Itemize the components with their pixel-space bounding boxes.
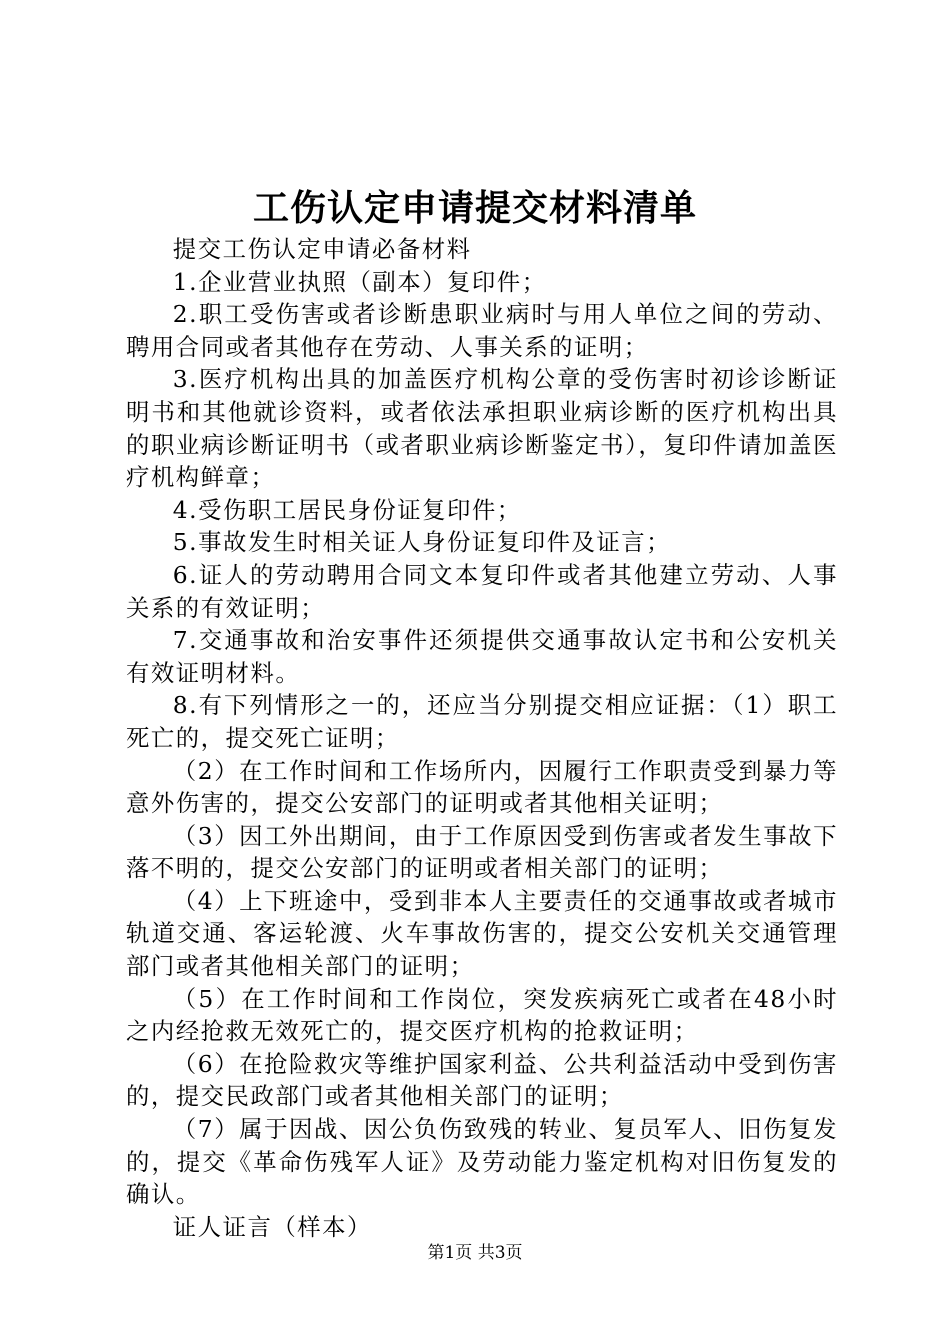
list-item: 2.职工受伤害或者诊断患职业病时与用人单位之间的劳动、聘用合同或者其他存在劳动、人事关系的证明； <box>126 300 838 361</box>
document-body <box>126 233 838 1243</box>
document-title: 工伤认定申请提交材料清单 <box>252 187 697 229</box>
sub-list-item: （3）因工外出期间，由于工作原因受到伤害或者发生事故下落不明的，提交公安部门的证明或者相关部门的证明； <box>126 821 838 883</box>
sub-list-item: （7）属于因战、因公负伤致残的转业、复员军人、旧伤复发的，提交《革命伤残军人证》及劳动能力鉴定机构对旧伤复发的确认。 <box>126 1115 838 1209</box>
section-heading-witness-testimony: 证人证言（样本） <box>172 1212 372 1241</box>
list-item: 3.医疗机构出具的加盖医疗机构公章的受伤害时初诊诊断证明书和其他就诊资料，或者依法承担职业病诊断的医疗机构出具的职业病诊断证明书（或者职业病诊断鉴定书），复印件请加盖医疗机构鲜章； <box>126 365 838 492</box>
page-number-footer: 第1页 共3页 <box>427 1243 523 1263</box>
list-item: 8.有下列情形之一的，还应当分别提交相应证据：（1）职工死亡的，提交死亡证明； <box>126 691 838 752</box>
list-item: 1.企业营业执照（副本）复印件； <box>172 267 547 296</box>
list-item: 7.交通事故和治安事件还须提供交通事故认定书和公安机关有效证明材料。 <box>126 626 838 687</box>
list-item: 6.证人的劳动聘用合同文本复印件或者其他建立劳动、人事关系的有效证明； <box>126 560 838 622</box>
sub-list-item: （2）在工作时间和工作场所内，因履行工作职责受到暴力等意外伤害的，提交公安部门的证明或者其他相关证明； <box>126 756 838 818</box>
sub-list-item: （4）上下班途中，受到非本人主要责任的交通事故或者城市轨道交通、客运轮渡、火车事故伤害的，提交公安机关交通管理部门或者其他相关部门的证明； <box>126 886 838 981</box>
sub-list-item: （5）在工作时间和工作岗位，突发疾病死亡或者在48小时之内经抢救无效死亡的，提交医疗机构的抢救证明； <box>126 984 838 1046</box>
section-heading-required-materials: 提交工伤认定申请必备材料 <box>172 235 472 263</box>
list-item: 4.受伤职工居民身份证复印件； <box>172 495 522 524</box>
list-item: 5.事故发生时相关证人身份证复印件及证言； <box>172 528 672 557</box>
sub-list-item: （6）在抢险救灾等维护国家利益、公共利益活动中受到伤害的，提交民政部门或者其他相关部门的证明； <box>126 1049 838 1111</box>
